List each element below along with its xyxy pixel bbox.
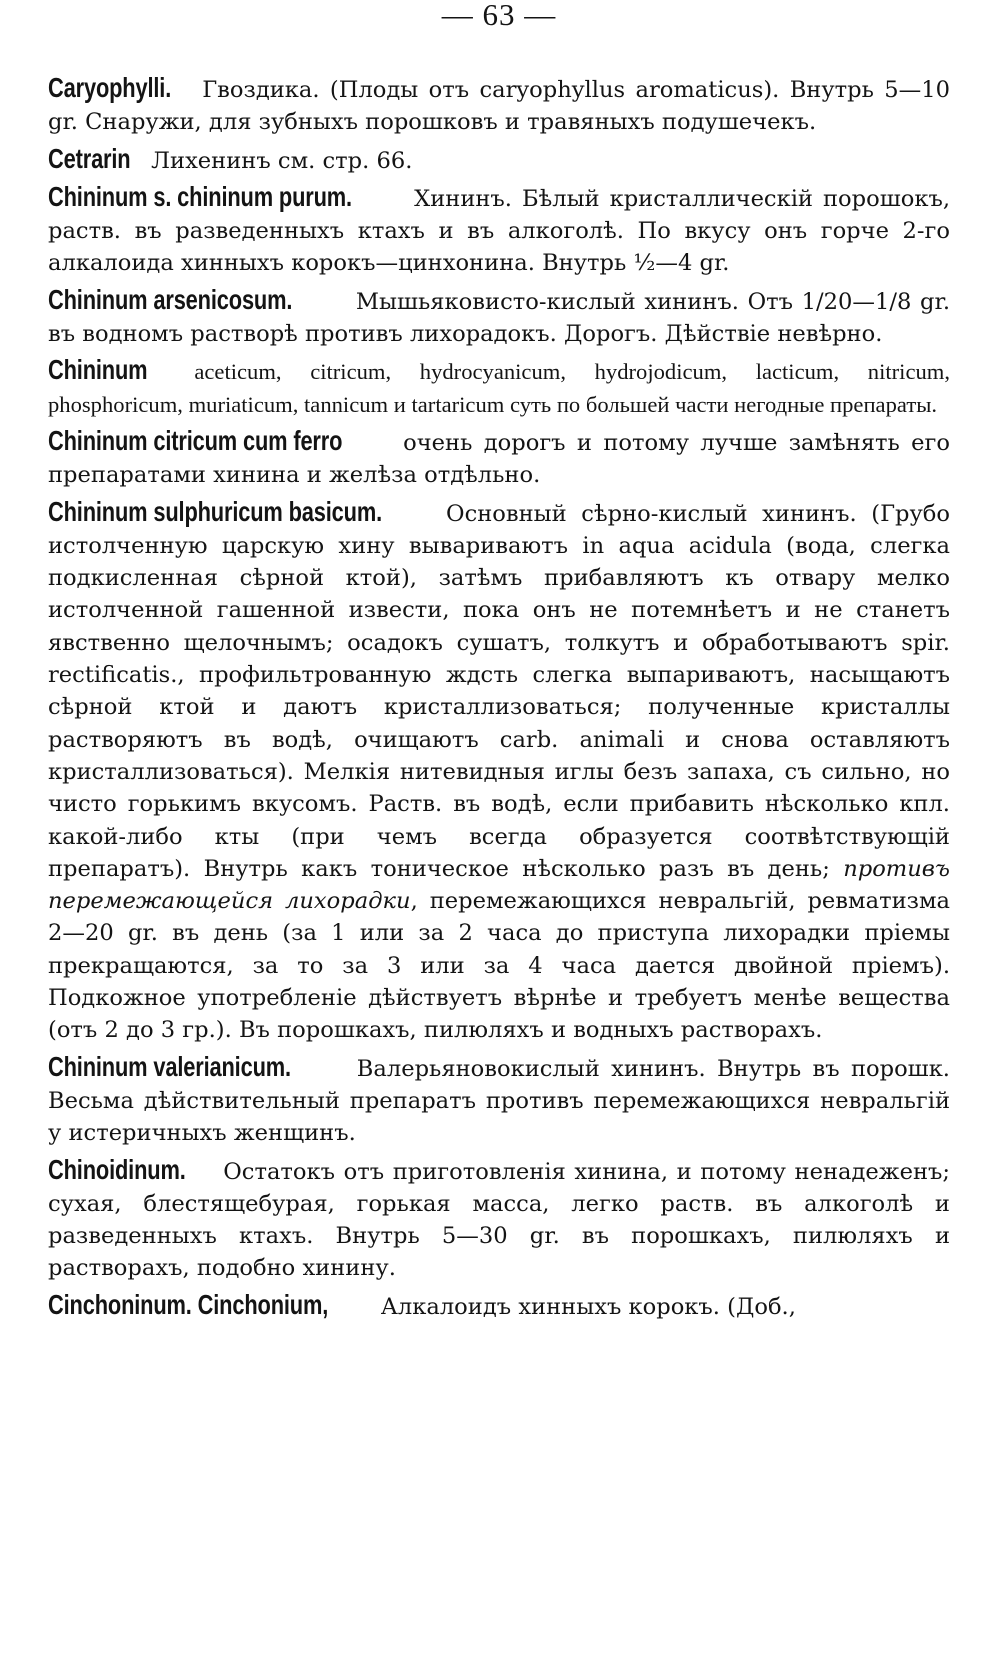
entry-text: Гвоздика. (Плоды отъ caryophyllus aromaticus). Внутрь 5—10 gr. Снаружи, для зубныхъ порошковъ и травяныхъ подушечекъ. (48, 77, 950, 136)
entry-caryophylli (48, 72, 950, 139)
entry-chinoidinum (48, 1154, 950, 1285)
headword: Chinoidinum. (48, 1153, 186, 1185)
entry-text: Мышьяковисто-кислый хининъ. Отъ 1/20—1/8 gr. въ водномъ растворѣ противъ лихорадокъ. Дорогъ. Дѣйствіе невѣрно. (48, 288, 950, 348)
entry-text: Алкалоидъ хинныхъ корокъ. (Доб., (373, 1293, 796, 1320)
entry-text: Хининъ. Бѣлый кристаллическій порошокъ, раств. въ разведенныхъ ктахъ и въ алкоголѣ. По вкусу онъ горче 2-го алкалоида хинныхъ корокъ—цинхонина. Внутрь ½—4 gr. (48, 185, 950, 277)
entry-text: Валерьяновокислый хининъ. Внутрь въ порошк. Весьма дѣйствительный препаратъ противъ перемежающихся невральгій у истеричныхъ женщинъ. (48, 1055, 950, 1147)
headword: Chininum s. chininum purum. (48, 180, 352, 212)
headword: Cetrarin (48, 142, 131, 174)
entry-cinchoninum (48, 1289, 950, 1323)
headword: Caryophylli. (48, 72, 172, 103)
entry-chininum-citricum-cum-ferro (48, 425, 950, 492)
entry-text: очень дорогъ и потому лучше замѣнять его препаратами хинина и желѣза отдѣльно. (48, 429, 950, 489)
entry-chininum-purum (48, 181, 950, 280)
entry-text: Остатокъ отъ приготовленія хинина, и потому ненадеженъ; сухая, блестящебурая, горькая масса, легко раств. въ алкоголѣ и разведенныхъ ктахъ. Внутрь 5—30 gr. въ порошкахъ, пилюляхъ и растворахъ, подобно хинину. (48, 1158, 950, 1282)
headword: Cinchoninum. Cinchonium, (48, 1288, 329, 1320)
entry-chininum-valerianicum (48, 1051, 950, 1150)
headword: Chininum arsenicosum. (48, 283, 293, 315)
page-number: — 63 — (441, 0, 557, 32)
headword: Chininum sulphuricum basicum. (48, 495, 383, 527)
entry-italic-text: противъ перемежающейся лихорадки (48, 855, 950, 915)
entry-text-after: , перемежающихся невральгій, ревматизма 2—20 gr. въ день (за 1 или за 2 часа до приступа лихорадки пріемы прекращаются, за то за 3 или за 4 часа дается двойной пріемъ). Подкожное употребленіе дѣйствуетъ вѣрнѣе и требуетъ менѣе вещества (отъ 2 до 3 гр.). Въ порошкахъ, пилюляхъ и водныхъ растворахъ. (48, 888, 950, 1044)
headword: Chininum citricum cum ferro (48, 424, 343, 456)
entry-chininum-salts (48, 354, 950, 421)
headword: Chininum (48, 354, 148, 386)
entry-chininum-sulphuricum-basicum (48, 496, 950, 1047)
entry-text: aceticum, citricum, hydrocyanicum, hydrojodicum, lacticum, nitricum, phosphoricum, muriaticum, tannicum и tartaricum суть по большей части негодные препараты. (48, 359, 950, 417)
headword: Chininum valerianicum. (48, 1050, 291, 1082)
entry-chininum-arsenicosum (48, 284, 950, 351)
entry-text: Лихенинъ см. стр. 66. (143, 147, 413, 174)
entry-text: Основный сѣрно-кислый хининъ. (Грубо истолченную царскую хину вывариваютъ in aqua acidula (вода, слегка подкисленная сѣрной ктой), затѣмъ прибавляютъ къ отвару мелко истолченной гашенной извести, пока онъ не потемнѣетъ и не станетъ явственно щелочнымъ; осадокъ сушатъ, толкутъ и обработываютъ spir. rectificatis., профильтрованную ждсть слегка выпариваютъ, насыщаютъ сѣрной ктой и даютъ кристаллизоваться; полученные кристаллы растворяютъ въ водѣ, очищаютъ carb. animali и снова оставляютъ кристаллизоваться). Мелкія нитевидныя иглы безъ запаха, съ сильно, но чисто горькимъ вкусомъ. Раств. въ водѣ, если прибавить нѣсколько кпл. какой-либо кты (при чемъ всегда образуется соотвѣтствующій препаратъ). Внутрь какъ тоническое нѣсколько разъ въ день; (48, 500, 950, 882)
entry-cetrarin (48, 143, 950, 177)
